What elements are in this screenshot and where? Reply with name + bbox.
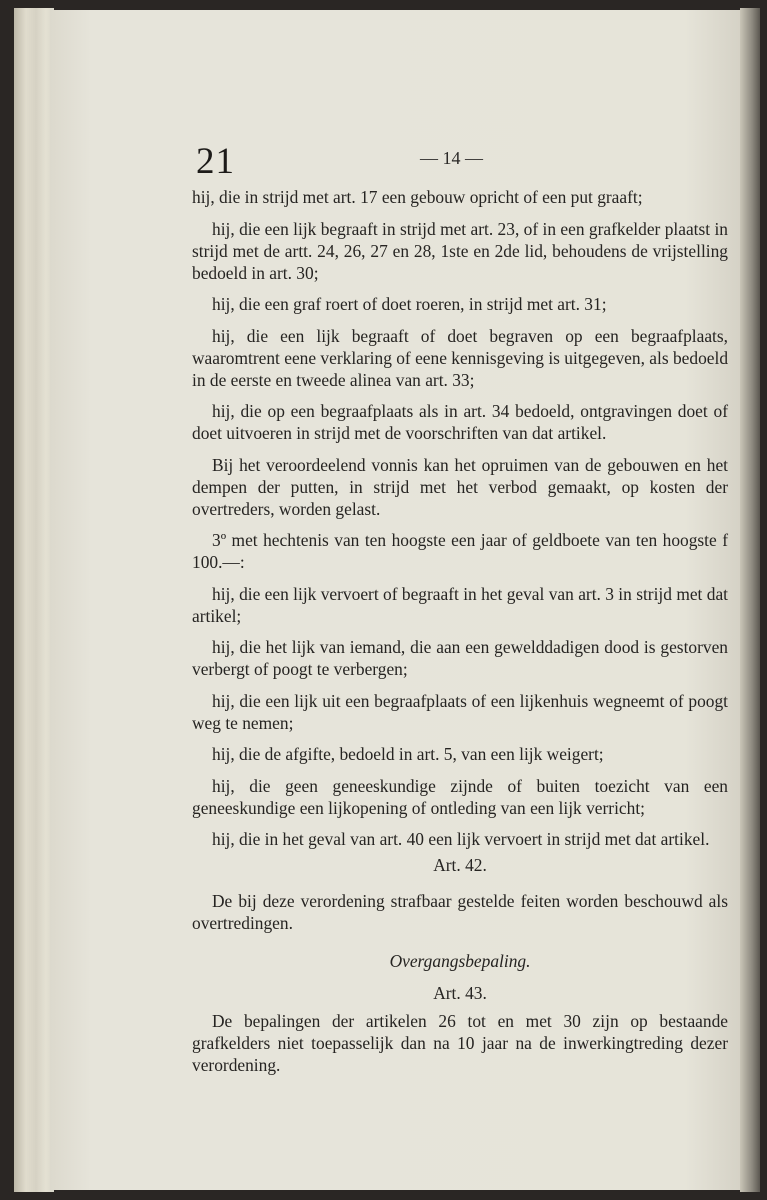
article-43-body: De bepalingen der artikelen 26 tot en met 30 zijn op bestaande grafkelders niet toepasselijk dan na 10 jaar na de inwerkingtreding dezer verordening. bbox=[192, 1010, 728, 1075]
article-43-heading: Art. 43. bbox=[433, 982, 487, 1003]
binding-edge bbox=[740, 8, 760, 1192]
paragraph: hij, die een lijk begraaft of doet begraven op een begraafplaats, waaromtrent eene verklaring of eene kennisgeving is uitgegeven, als bedoeld in de eerste en tweede alinea van art. 33; bbox=[192, 325, 729, 390]
section-heading-overgangsbepaling: Overgangsbepaling. bbox=[389, 951, 531, 971]
paragraph: hij, die een lijk begraaft in strijd met art. 23, of in een grafkelder plaatst in strijd met de artt. 24, 26, 27 en 28, 1ste en 2de lid, behoudens de vrijstelling bedoeld in art. 30; bbox=[192, 218, 728, 283]
sheet-number: 21 bbox=[196, 141, 235, 182]
paragraph: 3º met hechtenis van ten hoogste een jaar of geldboete van ten hoogste f 100.—: bbox=[192, 530, 728, 572]
paragraph: hij, die op een begraafplaats als in art. 34 bedoeld, ontgravingen doet of doet uitvoeren in strijd met de voorschriften van dat artikel. bbox=[192, 401, 728, 443]
paragraph: hij, die het lijk van iemand, die aan een gewelddadigen dood is gestorven verbergt of poogt te verbergen; bbox=[192, 637, 728, 679]
article-42-heading: Art. 42. bbox=[433, 855, 487, 875]
paragraph: hij, die een graf roert of doet roeren, in strijd met art. 31; bbox=[212, 294, 607, 314]
running-header: — 14 — bbox=[420, 148, 483, 168]
paragraph: hij, die in het geval van art. 40 een lijk vervoert in strijd met dat artikel. bbox=[212, 829, 710, 849]
paragraph: hij, die de afgifte, bedoeld in art. 5, van een lijk weigert; bbox=[212, 744, 604, 764]
body-text bbox=[192, 186, 728, 1085]
article-42-body: De bij deze verordening strafbaar gestelde feiten worden beschouwd als overtredingen. bbox=[192, 891, 728, 933]
paragraph: Bij het veroordeelend vonnis kan het opruimen van de gebouwen en het dempen der putten, in strijd met het verbod gemaakt, op kosten der overtreders, worden gelast. bbox=[192, 454, 728, 519]
paragraph: hij, die een lijk vervoert of begraaft in het geval van art. 3 in strijd met dat artikel; bbox=[192, 583, 728, 626]
paragraph: hij, die geen geneeskundige zijnde of buiten toezicht van een geneeskundige een lijkopening of ontleding van een lijk verricht; bbox=[192, 775, 728, 818]
paragraph: hij, die in strijd met art. 17 een gebouw opricht of een put graaft; bbox=[192, 187, 643, 207]
page-edge-stack bbox=[14, 8, 54, 1192]
paragraph: hij, die een lijk uit een begraafplaats of een lijkenhuis wegneemt of poogt weg te nemen; bbox=[192, 690, 728, 733]
